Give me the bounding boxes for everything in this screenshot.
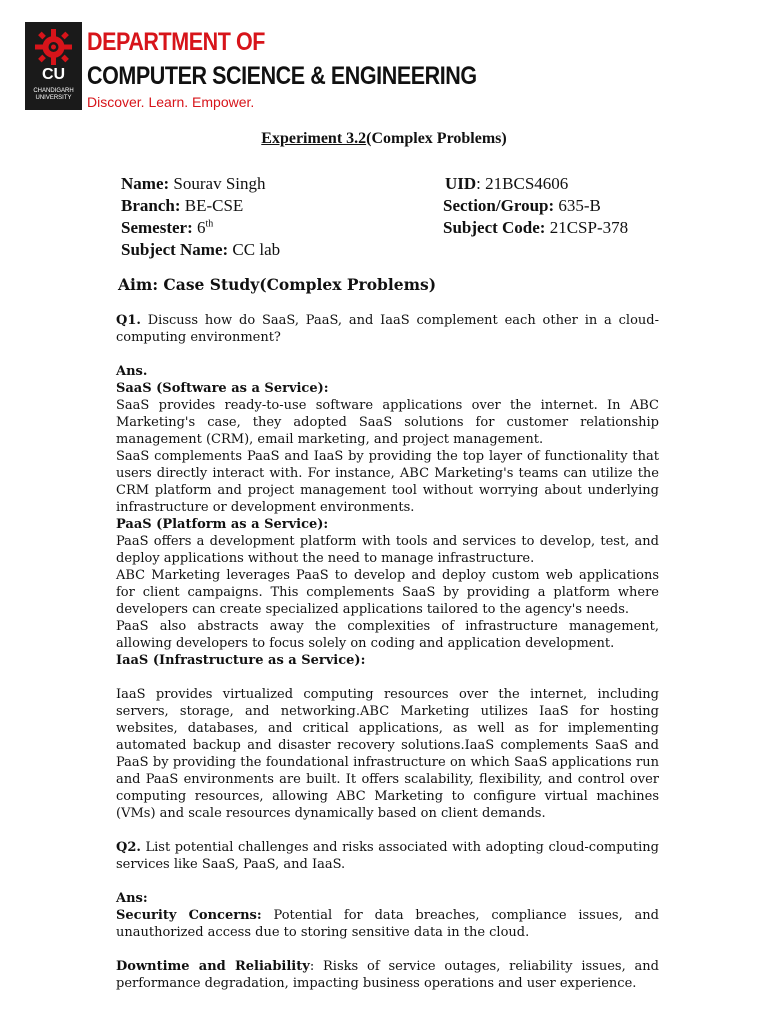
semester-label: Semester: bbox=[121, 218, 193, 237]
section-row bbox=[443, 196, 601, 216]
subject-name-label: Subject Name: bbox=[121, 240, 229, 259]
downtime-label: Downtime and Reliability bbox=[116, 959, 310, 974]
experiment-subtitle: (Complex Problems) bbox=[366, 130, 507, 147]
saas-paragraph-2: SaaS complements PaaS and IaaS by providing the top layer of functionality that users directly interact with. For instance, ABC Marketing's teams can utilize the CRM platform and project management tool without worrying about underlying infrastructure or development environments. bbox=[116, 449, 659, 515]
subject-code-label: Subject Code: bbox=[443, 218, 546, 237]
q1-answer-label: Ans. bbox=[116, 364, 148, 379]
logo-initials: CU bbox=[41, 66, 66, 83]
name-label: Name: bbox=[121, 174, 170, 193]
saas-heading: SaaS (Software as a Service): bbox=[116, 381, 329, 396]
saas-paragraph-1: SaaS provides ready-to-use software applications over the internet. In ABC Marketing's case, they adopted SaaS solutions for customer relationship management (CRM), email marketing, and project management. bbox=[116, 398, 659, 447]
iaas-paragraph-1: IaaS provides virtualized computing resources over the internet, including servers, storage, and networking.ABC Marketing utilizes IaaS for hosting websites, databases, and critical applications, as well as for implementing automated backup and disaster recovery solutions.IaaS complements SaaS and PaaS by providing the foundational infrastructure on which SaaS applications run and PaaS environments are built. It offers scalability, flexibility, and control over computing resources, allowing ABC Marketing to configure virtual machines (VMs) and scale resources dynamically based on client demands. bbox=[116, 687, 659, 821]
experiment-number: Experiment 3.2 bbox=[261, 130, 367, 147]
letterhead bbox=[25, 22, 485, 112]
question-2 bbox=[116, 839, 659, 873]
semester-value: 6 bbox=[197, 218, 206, 237]
q2-answer-label: Ans: bbox=[116, 891, 148, 906]
semester-row bbox=[121, 218, 213, 238]
section-value: 635-B bbox=[558, 196, 601, 215]
paas-paragraph-1: PaaS offers a development platform with tools and services to develop, test, and deploy applications without the need to manage infrastructure. bbox=[116, 534, 659, 566]
uid-value: : 21BCS4606 bbox=[476, 174, 569, 193]
branch-row bbox=[121, 196, 243, 216]
subject-name-row bbox=[121, 240, 280, 260]
uid-row bbox=[445, 174, 568, 194]
subject-name-value: CC lab bbox=[232, 240, 281, 259]
branch-value: BE-CSE bbox=[184, 196, 244, 215]
q1-label: Q1. bbox=[116, 313, 141, 328]
tagline: Discover. Learn. Empower. bbox=[87, 94, 255, 110]
security-label: Security Concerns: bbox=[116, 908, 262, 923]
question-1 bbox=[116, 312, 659, 346]
university-logo bbox=[25, 22, 82, 110]
department-title-line2: COMPUTER SCIENCE & ENGINEERING bbox=[87, 62, 477, 90]
downtime-text: : Risks of service outages, reliability issues, and performance degradation, impacting business operations and user experience. bbox=[116, 959, 659, 991]
branch-label: Branch: bbox=[121, 196, 181, 215]
q2-label: Q2. bbox=[116, 840, 141, 855]
name-value: Sourav Singh bbox=[173, 174, 266, 193]
paas-paragraph-3: PaaS also abstracts away the complexities of infrastructure management, allowing developers to focus solely on coding and application development. bbox=[116, 619, 659, 651]
department-title-line1: DEPARTMENT OF bbox=[87, 28, 265, 56]
downtime-reliability bbox=[116, 958, 659, 992]
subject-code-row bbox=[443, 218, 628, 238]
document-body bbox=[116, 312, 659, 992]
security-concerns bbox=[116, 907, 659, 941]
experiment-title bbox=[0, 130, 768, 148]
logo-university-name: CHANDIGARH UNIVERSITY bbox=[33, 88, 74, 101]
security-text: Potential for data breaches, compliance issues, and unauthorized access due to storing sensitive data in the cloud. bbox=[116, 908, 659, 940]
subject-code-value: 21CSP-378 bbox=[549, 218, 629, 237]
semester-suffix: th bbox=[205, 218, 214, 230]
section-label: Section/Group: bbox=[443, 196, 555, 215]
paas-paragraph-2: ABC Marketing leverages PaaS to develop and deploy custom web applications for client campaigns. This complements SaaS by providing a platform where developers can create specialized applications tailored to the agency's needs. bbox=[116, 568, 659, 617]
paas-heading: PaaS (Platform as a Service): bbox=[116, 517, 329, 532]
q2-text: List potential challenges and risks associated with adopting cloud-computing services like SaaS, PaaS, and IaaS. bbox=[116, 840, 659, 872]
aim-heading: Aim: Case Study(Complex Problems) bbox=[118, 275, 437, 294]
uid-label: UID bbox=[445, 174, 477, 193]
student-name-row bbox=[121, 174, 266, 194]
iaas-heading: IaaS (Infrastructure as a Service): bbox=[116, 653, 366, 668]
q1-text: Discuss how do SaaS, PaaS, and IaaS complement each other in a cloud-computing environment? bbox=[116, 313, 659, 345]
